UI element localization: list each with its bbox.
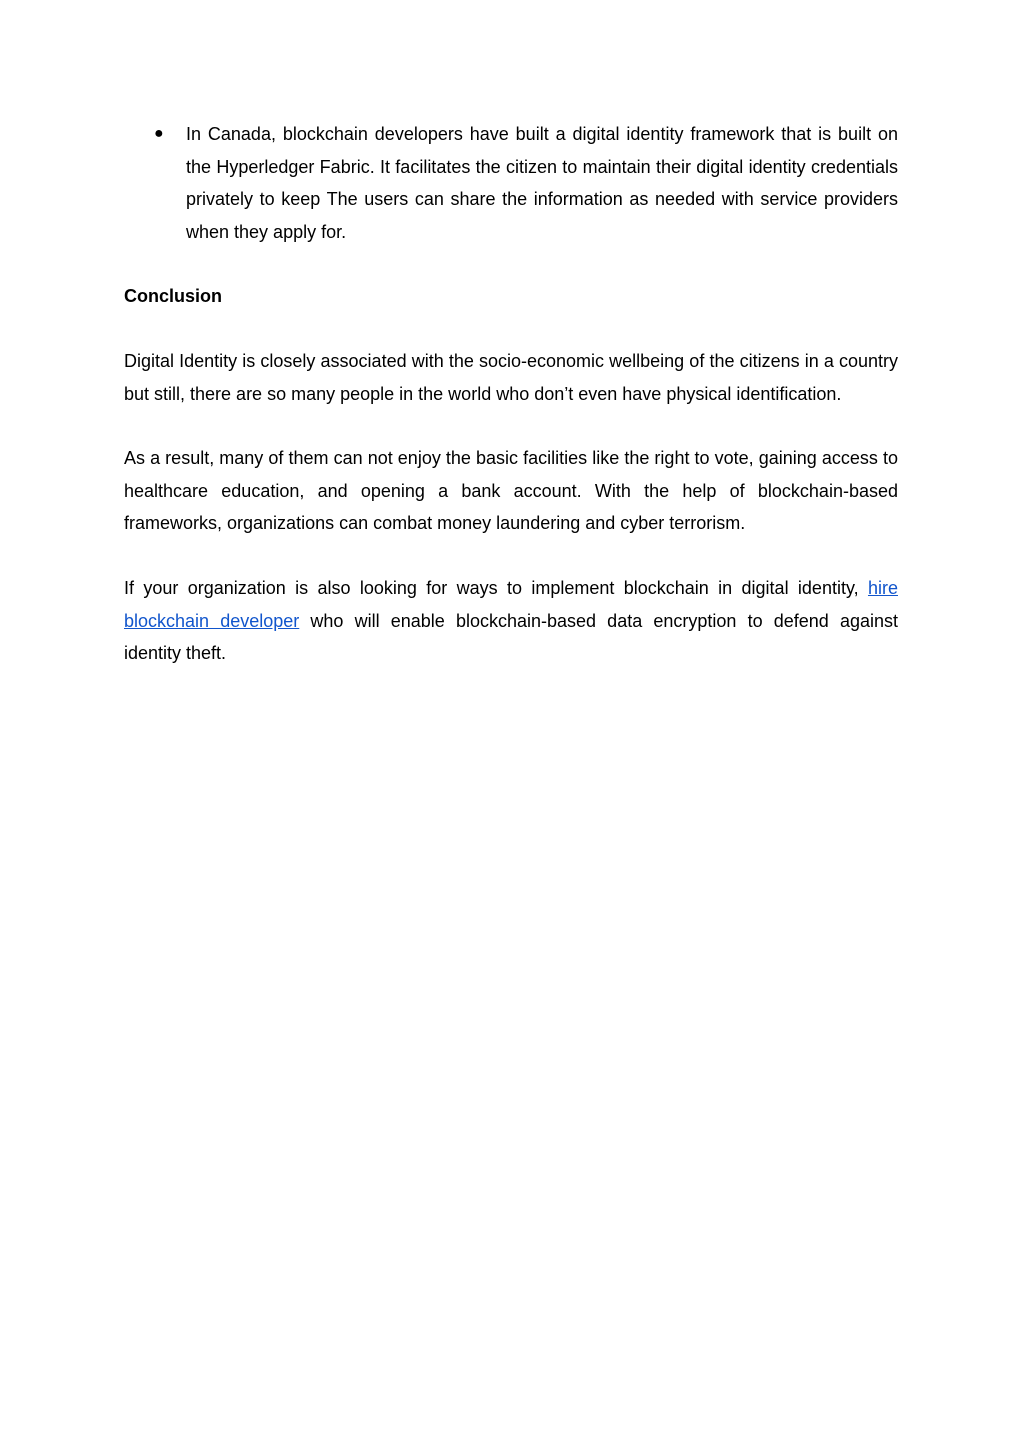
bullet-item-canada [124, 118, 898, 248]
cta-text-after-link: who will enable blockchain-based data encryption to defend against identity theft. [124, 610, 898, 664]
document-body [124, 118, 898, 670]
bullet-marker-icon: ● [154, 125, 164, 142]
bullet-item-text: In Canada, blockchain developers have built a digital identity framework that is built on the Hyperledger Fabric. It facilitates the citizen to maintain their digital identity credentials privately to keep The users can share the information as needed with service providers when they apply for. [186, 124, 898, 242]
cta-text-before-link: If your organization is also looking for ways to implement blockchain in digital identity, [124, 577, 868, 598]
paragraph-digital-identity: Digital Identity is closely associated with the socio-economic wellbeing of the citizens in a country but still, there are so many people in the world who don’t even have physical identification. [124, 350, 898, 404]
conclusion-heading: Conclusion [124, 286, 222, 307]
hire-blockchain-developer-link[interactable]: hire blockchain developer [124, 577, 898, 631]
paragraph-hire-cta [124, 572, 898, 670]
bullet-list [124, 118, 898, 248]
paragraph-result: As a result, many of them can not enjoy the basic facilities like the right to vote, gaining access to healthcare education, and opening a bank account. With the help of blockchain-based frameworks, organizations can combat money laundering and cyber terrorism. [124, 448, 898, 534]
